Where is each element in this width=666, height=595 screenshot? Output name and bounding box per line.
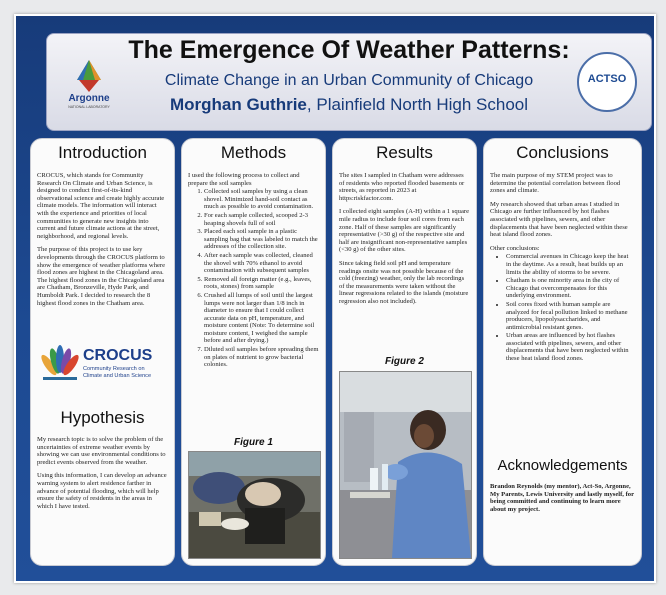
figure-1-caption: Figure 1 <box>234 437 273 448</box>
figure-1-photo <box>188 451 321 559</box>
crocus-logo <box>39 341 167 389</box>
results-text <box>339 172 470 306</box>
results-paragraph-2: I collected eight samples (A-H) within a 1 square mile radius to include four soil cores from each zone. Half of these samples are significantly representative (>30 g) of the respective site and half are insignificant non-representative samples (<30 g) of the other sites. <box>339 208 470 254</box>
results-column <box>332 138 477 566</box>
acknowledgements-heading: Acknowledgements <box>497 457 628 474</box>
conclusion-bullet: • Chatham is one minority area in the city of Chicago that overcompensates for this underlying environment. <box>506 277 635 300</box>
actso-logo <box>577 52 637 112</box>
methods-step: 1. Collected soil samples by using a clean shovel. Minimized hand-soil contact as much as possible to avoid contamination. <box>204 188 319 211</box>
conclusion-bullet: • Commercial avenues in Chicago keep the heat in the daytime. As a result, heat builds up an limits the ability of storms to be severe. <box>506 253 635 276</box>
methods-step: 6. Crushed all lumps of soil until the largest lumps were not larger than 1/8 inch in diameter to ensure that I could collect accurate data on pH, temperature, and moisture content (Note: To determine soil moisture content, I weighed the sample before and after drying.) <box>204 292 319 345</box>
argonne-triangle-icon <box>61 56 117 112</box>
hypothesis-paragraph-2: Using this information, I can develop an advance warning system to alert residence farther in advance of potential flooding, which will help ensure the safety of residents in the areas in which I have tested. <box>37 472 167 510</box>
conclusions-heading: Conclusions <box>516 143 609 162</box>
conclusions-bullets <box>500 253 635 362</box>
figure-2-photo <box>339 371 472 559</box>
methods-step: 4. After each sample was collected, cleaned the shovel with 70% ethanol to avoid contamination with subsequent samples <box>204 252 319 275</box>
methods-step: 2. For each sample collected, scooped 2-3 heaping shovels full of soil <box>204 212 319 227</box>
other-conclusions-label: Other conclusions: <box>490 244 540 252</box>
hypothesis-paragraph-1: My research topic is to solve the problem of the uncertainties of extreme weather events by showing we can use environmental conditions to predict events observed from the weather. <box>37 436 166 466</box>
crocus-logo-sub-1: Community Research on <box>83 366 145 372</box>
actso-logo-text: ACTSO <box>587 73 627 85</box>
introduction-paragraph-2: The purpose of this project is to use key developments through the CROCUS platform to show the emergence of weather platforms where flood zones are highest in the Chicagoland area. The highest flood zones in the Chicagoland area are Chatham, Bronzeville, Hyde Park, and Humboldt Park. I decided to research the 8 highest flood zones in the Chatham area. <box>37 246 166 307</box>
results-heading: Results <box>376 143 433 162</box>
results-paragraph-3: Since taking field soil pH and temperature readings onsite was not possible because of the cold (freezing) weather, only the lab recordings of the measurements were taken without the linear regressions related to the islands (moisture regression also not included). <box>339 259 469 305</box>
crocus-flower-icon <box>39 343 81 383</box>
svg-text:NATIONAL LABORATORY: NATIONAL LABORATORY <box>68 105 110 109</box>
hypothesis-heading: Hypothesis <box>60 408 145 427</box>
methods-intro: I used the following process to collect and prepare the soil samples <box>188 172 300 187</box>
poster-header <box>46 33 652 131</box>
crocus-logo-sub-2: Climate and Urban Science <box>83 372 152 379</box>
methods-step: 5. Removed all foreign matter (e.g., leaves, roots, stones) from sample <box>204 276 319 291</box>
methods-step: 7. Diluted soil samples before spreading them on plates of nutrient to grow bacterial colonies. <box>204 346 319 369</box>
results-paragraph-1: The sites I sampled in Chatham were addresses of residents who reported flooded basements or streets, as reported in 2023 at https:riskfactor.com. <box>339 172 465 202</box>
soil-sampling-photo <box>189 452 320 558</box>
poster-subtitle: Climate Change in an Urban Community of Chicago <box>164 72 534 89</box>
conclusions-column <box>483 138 642 566</box>
methods-steps <box>198 188 319 369</box>
argonne-logo <box>61 56 117 112</box>
crocus-logo-sub <box>83 366 151 379</box>
conclusions-text <box>490 172 635 363</box>
introduction-paragraph-1: CROCUS, which stands for Community Research On Climate and Urban Science, is designed to conduct first-of-its-kind observational science and create highly accurate climate models. The information will interact with the experience and priorities of local communities to generate new insights into current and future climate actions at the street, neighborhood, and regional levels. <box>37 172 165 240</box>
introduction-text <box>37 172 168 307</box>
poster-board <box>14 14 656 583</box>
lab-work-photo <box>340 372 471 558</box>
figure-2-caption: Figure 2 <box>385 356 424 367</box>
poster-title: The Emergence Of Weather Patterns: <box>128 36 570 64</box>
svg-text:Argonne: Argonne <box>68 93 110 104</box>
hypothesis-text <box>37 436 168 516</box>
crocus-logo-name: CROCUS <box>83 347 153 364</box>
methods-heading: Methods <box>220 143 287 162</box>
author-school: , Plainfield North High School <box>306 95 529 114</box>
conclusions-paragraph-2: My research showed that urban areas I studied in Chicago are further influenced by hot flashes associated with pipelines, sewers, and other displacements that have been neglected within these heat island flood zones. <box>490 200 628 239</box>
conclusions-paragraph-1: The main purpose of my STEM project was to determine the potential correlation between flood zones and climate. <box>490 172 621 195</box>
author-name: Morghan Guthrie <box>169 95 307 114</box>
methods-column <box>181 138 326 566</box>
conclusion-bullet: • Soil cores fixed with human sample are analyzed for fecal pollution linked to methane producers, lipopolysaccharides, and antimicrobial resistant genes. <box>506 301 635 331</box>
methods-step: 3. Placed each soil sample in a plastic sampling bag that was labeled to match the addresses of the collection site. <box>204 228 319 251</box>
acknowledgements-text: Brandon Reynolds (my mentor), Act-So, Argonne, My Parents, Lewis University and lastly myself, for being committed and continuing to learn more about my project. <box>490 483 634 513</box>
introduction-heading: Introduction <box>58 143 147 162</box>
introduction-column <box>30 138 175 566</box>
poster-author <box>47 95 651 115</box>
methods-text <box>188 172 319 369</box>
conclusion-bullet: • Urban areas are influenced by hot flashes associated with pipelines, sewers, and other displacements that have been neglected within these heat island flood zones. <box>506 332 635 362</box>
